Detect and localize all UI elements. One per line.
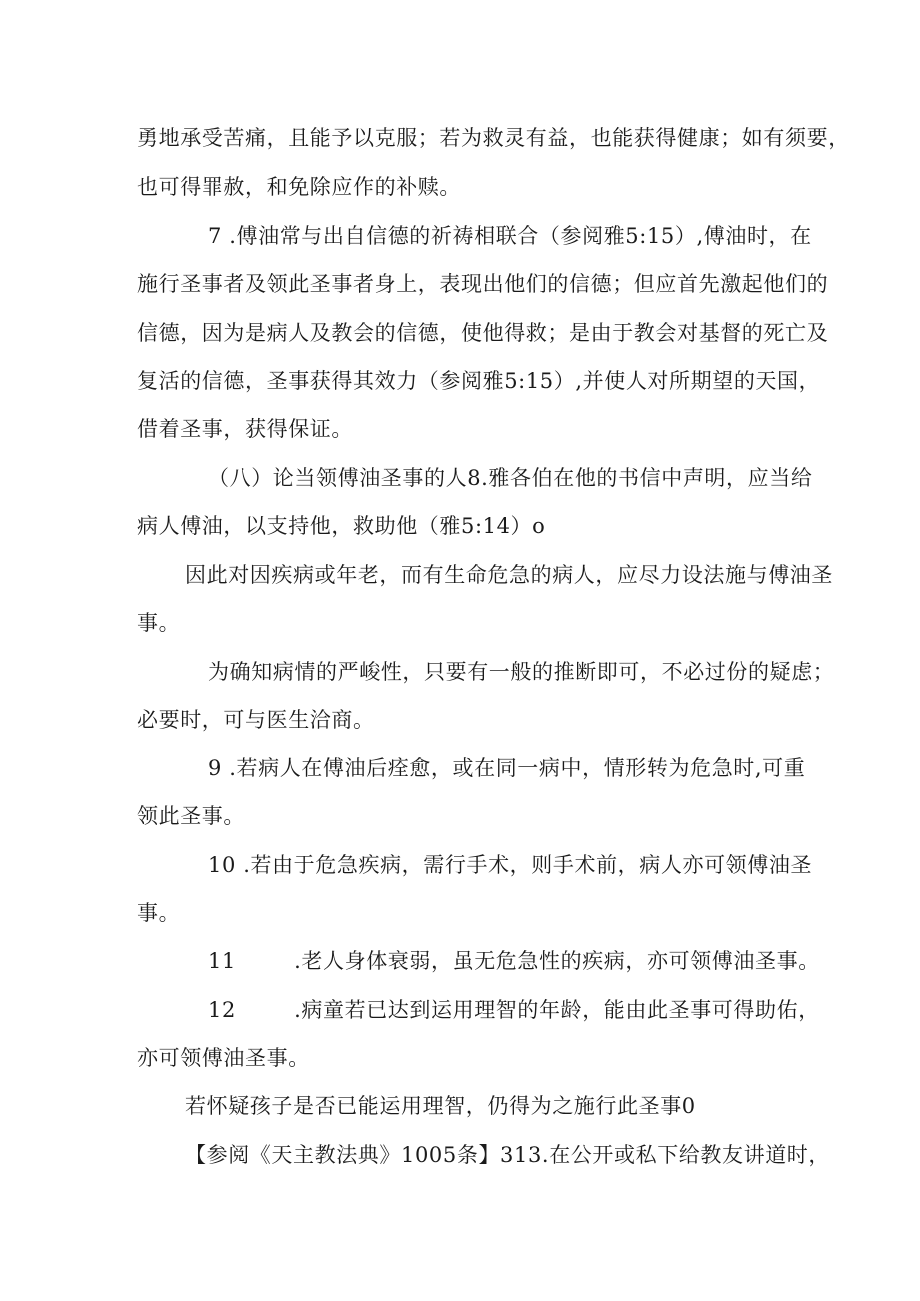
text-line: 施行圣事者及领此圣事者身上，表现出他们的信德；但应首先激起他们的 — [137, 272, 829, 296]
text-line: 10 .若由于危急疾病，需行手术，则手术前，病人亦可领傅油圣 — [208, 853, 813, 877]
text-line: 勇地承受苦痛，且能予以克服；若为救灵有益，也能获得健康；如有须要， — [137, 126, 850, 150]
text-line: 复活的信德，圣事获得其效力（参阅雅5:15）,并使人对所期望的天国， — [137, 369, 821, 393]
text-line: 为确知病情的严峻性，只要有一般的推断即可，不必过份的疑虑； — [208, 660, 835, 684]
text-line: 因此对因疾病或年老，而有生命危急的病人，应尽力设法施与傅油圣 — [185, 563, 833, 587]
text-line: 信德，因为是病人及教会的信德，使他得救；是由于教会对基督的死亡及 — [137, 321, 829, 345]
text-line: 病人傅油，以支持他，救助他（雅5:14）o — [137, 514, 546, 538]
text-line: 借着圣事，获得保证。 — [137, 417, 353, 441]
text-line: 若怀疑孩子是否已能运用理智，仍得为之施行此圣事0 — [185, 1094, 696, 1118]
text-line: 领此圣事。 — [137, 804, 245, 828]
text-line: 事。 — [137, 611, 181, 635]
text-line: 7 .傅油常与出自信德的祈祷相联合（参阅雅5:15）,傅油时，在 — [208, 224, 812, 248]
section-heading-line: （八）论当领傅油圣事的人8.雅各伯在他的书信中声明，应当给 — [208, 466, 813, 490]
text-line: 也可得罪赦，和免除应作的补赎。 — [137, 175, 461, 199]
text-line: 必要时，可与医生洽商。 — [137, 708, 375, 732]
text-line: 事。 — [137, 901, 181, 925]
text-line: 亦可领傅油圣事。 — [137, 1046, 310, 1070]
text-line: 12 .病童若已达到运用理智的年龄，能由此圣事可得助佑， — [208, 998, 820, 1022]
reference-line: 【参阅《天主教法典》1005条】313.在公开或私下给教友讲道时， — [185, 1143, 830, 1167]
text-line: 9 .若病人在傅油后痊愈，或在同一病中，情形转为危急时,可重 — [208, 756, 806, 780]
text-line: 11 .老人身体衰弱，虽无危急性的疾病，亦可领傅油圣事。 — [208, 949, 820, 973]
